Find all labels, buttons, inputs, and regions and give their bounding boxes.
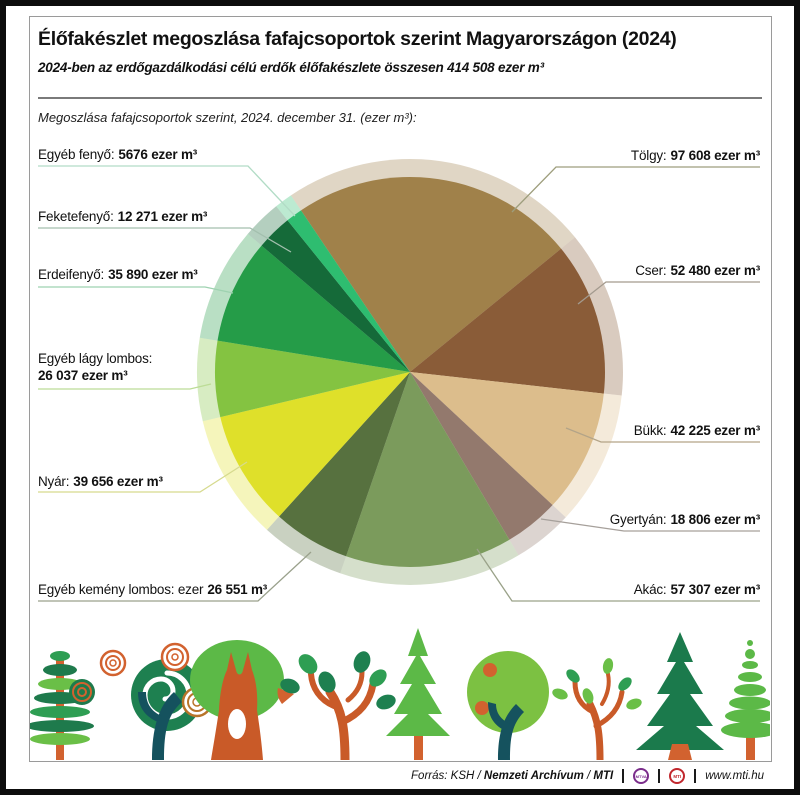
pie-slices — [215, 177, 605, 567]
header-divider — [38, 97, 762, 99]
callout-value: 26 551 m³ — [207, 582, 268, 597]
callout-egyeb-kemeny-lombos — [38, 582, 267, 597]
source-prefix: Forrás: KSH / — [411, 770, 484, 782]
page-title: Élőfakészlet megoszlása fafajcsoportok szerint Magyarországon (2024) — [38, 28, 677, 50]
callout-erdeifenyo — [38, 267, 198, 282]
tree-fruit — [467, 651, 549, 760]
callout-value: 52 480 ezer m³ — [670, 263, 760, 278]
callout-value: 39 656 ezer m³ — [73, 474, 163, 489]
callout-value: 97 608 ezer m³ — [670, 148, 760, 163]
callout-egyeb-lagy-lombos — [38, 350, 188, 384]
callout-tolgy — [631, 148, 760, 163]
callout-label: Erdeifenyő: — [38, 267, 105, 282]
callout-feketefenyo — [38, 209, 207, 224]
footer-divider — [622, 769, 624, 783]
tree-layered-pine — [30, 651, 95, 760]
tree-hollow-trunk — [190, 640, 294, 760]
callout-value: 12 271 ezer m³ — [117, 209, 208, 224]
footer-divider — [658, 769, 660, 783]
mti-logo-icon: MTI — [669, 768, 685, 784]
forest-illustration — [30, 618, 770, 760]
callout-label: Cser: — [635, 263, 667, 278]
tree-heart-leaf — [278, 649, 398, 760]
callout-value: 35 890 ezer m³ — [108, 267, 198, 282]
callout-nyar — [38, 474, 163, 489]
callout-cser — [635, 263, 760, 278]
callout-value: 42 225 ezer m³ — [670, 423, 760, 438]
callout-label: Egyéb lágy lombos: — [38, 351, 153, 366]
callout-label: Tölgy: — [630, 148, 667, 163]
callout-line-Tölgy — [512, 167, 760, 212]
source-mti: MTI — [593, 770, 614, 782]
callout-label: Egyéb kemény lombos: ezer — [38, 582, 204, 597]
page-subtitle: 2024-ben az erdőgazdálkodási célú erdők élőfakészlete összesen 414 508 ezer m³ — [38, 60, 544, 75]
callout-value: 18 806 ezer m³ — [670, 512, 760, 527]
source-text — [411, 770, 613, 782]
footer-divider — [694, 769, 696, 783]
callout-value: 57 307 ezer m³ — [670, 582, 760, 597]
callout-label: Akác: — [633, 582, 667, 597]
tree-dark-pine — [636, 632, 724, 760]
callout-label: Nyár: — [38, 474, 70, 489]
tree-small-leaf — [551, 657, 643, 760]
callout-akac — [634, 582, 760, 597]
callout-label: Feketefenyő: — [38, 209, 114, 224]
tree-zigzag-pine — [386, 628, 450, 760]
source-archive: Nemzeti Archívum — [483, 770, 584, 782]
callout-label: Egyéb fenyő: — [38, 147, 115, 162]
source-separator: / — [583, 770, 594, 782]
footer — [411, 764, 764, 788]
chart-caption: Megoszlása fafajcsoportok szerint, 2024. december 31. (ezer m³): — [38, 110, 417, 125]
tree-striped-pine — [721, 640, 770, 760]
callout-label: Bükk: — [633, 423, 667, 438]
mtva-logo-icon: MTVA — [633, 768, 649, 784]
callout-label: Gyertyán: — [609, 512, 667, 527]
callout-egyeb-fenyo — [38, 147, 197, 162]
callout-value: 26 037 ezer m³ — [38, 368, 128, 383]
callout-value: 5676 ezer m³ — [118, 147, 198, 162]
callout-bukk — [634, 423, 760, 438]
callout-line-Egyéb lágy lombos — [38, 384, 211, 389]
callout-gyertyan — [610, 512, 760, 527]
callout-line-Erdeifenyő — [38, 287, 233, 293]
website-text: www.mti.hu — [705, 770, 764, 782]
